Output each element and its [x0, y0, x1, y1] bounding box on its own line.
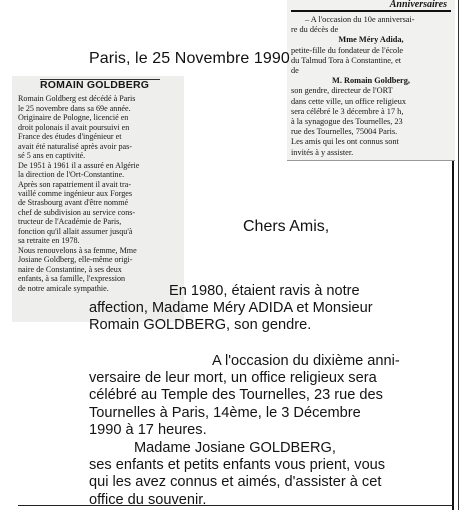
obituary-line: sa retraite en 1978.	[18, 236, 80, 246]
anniversary-line: rue des Tournelles, 75004 Paris.	[291, 127, 398, 137]
anniversary-line: son gendre, directeur de l'ORT	[291, 86, 393, 96]
letter-date: Paris, le 25 Novembre 1990	[89, 50, 290, 67]
letter-paragraph-1	[89, 283, 373, 335]
letter-paragraph-2	[89, 353, 400, 439]
anniversary-name: M. Romain Goldberg,	[332, 76, 410, 86]
obituary-line: sé 5 ans en captivité.	[18, 151, 86, 161]
letter-line: Madame Josiane GOLDBERG,	[134, 440, 336, 456]
obituary-line: le 25 novembre dans sa 69e année.	[18, 103, 131, 113]
letter-line: A l'occasion du dixième anni-	[212, 353, 400, 369]
anniversary-header: Anniversaires	[291, 0, 451, 12]
letter-line: Romain GOLDBERG, son gendre.	[89, 317, 312, 334]
obituary-line: Après son rapatriement il avait tra-	[18, 179, 132, 189]
anniversary-line: invités à y assister.	[291, 147, 354, 157]
anniversary-line: de	[291, 66, 299, 76]
obituary-line: De 1951 à 1961 il a assuré en Algérie	[18, 160, 140, 170]
anniversary-name: Mme Méry Adida,	[338, 35, 404, 45]
letter-line: Tournelles à Paris, 14ème, le 3 Décembre	[89, 404, 361, 421]
obituary-line: Originaire de Pologne, licencié en	[18, 113, 129, 123]
anniversary-clipping	[287, 0, 455, 161]
obituary-line: de Strasbourg avant d'être nommé	[18, 198, 129, 208]
obituary-line: chef de subdivision au service cons-	[18, 207, 136, 217]
anniversary-line: dans cette ville, un office religieux	[291, 96, 407, 106]
letter-line: célébré au Temple des Tournelles, 23 rue des	[89, 387, 383, 404]
anniversary-line: re du décès de	[291, 25, 339, 35]
anniversary-line: – A l'occasion du 10e anniversai-	[305, 15, 415, 24]
obituary-line: Josiane Goldberg, elle-même origi-	[18, 255, 133, 265]
anniversary-line: sera célébré le 3 décembre à 17 h,	[291, 106, 404, 116]
anniversary-line: du Talmud Tora à Constantine, et	[291, 55, 402, 65]
obituary-line: droit polonais il avait poursuivi en	[18, 122, 130, 132]
letter-line: versaire de leur mort, un office religieux sera	[89, 370, 377, 387]
obituary-body	[12, 94, 184, 293]
obituary-line: de notre amicale sympathie.	[18, 283, 109, 293]
letter-line: qui les avez connus et aimés, d'assister à cet	[89, 474, 382, 491]
anniversary-line: Les amis qui les ont connus sont	[291, 137, 399, 147]
obituary-line: la direction de l'Ort-Constantine.	[18, 170, 125, 180]
letter-greeting: Chers Amis,	[243, 218, 330, 235]
letter-line: 1990 à 17 heures.	[89, 421, 207, 438]
letter-paragraph-3	[89, 440, 385, 509]
obituary-line: vaillé comme ingénieur aux Forges	[18, 188, 133, 198]
obituary-line: Nous renouvelons à sa femme, Mme	[18, 245, 137, 255]
letter-line: En 1980, étaient ravis à notre	[169, 283, 360, 299]
letter-line: office du souvenir.	[89, 491, 207, 508]
obituary-line: France des études d'ingénieur et	[18, 132, 122, 142]
obituary-title: ROMAIN GOLDBERG	[40, 79, 160, 90]
obituary-line: avait été naturalisé après avoir pas-	[18, 141, 132, 151]
obituary-line: naire de Constantine, à ses deux	[18, 264, 122, 274]
obituary-line: enfants, à sa famille, l'expression	[18, 274, 126, 284]
obituary-line: Romain Goldberg est décédé à Paris	[18, 94, 136, 104]
obituary-line: tructeur de l'Académie de Paris,	[18, 217, 122, 227]
letter-line: affection, Madame Méry ADIDA et Monsieur	[89, 300, 373, 317]
anniversary-line: petite-fille du fondateur de l'école	[291, 45, 404, 55]
obituary-line: fonction qu'il allait assumer jusqu'à	[18, 226, 133, 236]
anniversary-line: à la synagogue des Tournelles, 23	[291, 117, 403, 127]
letter-line: ses enfants et petits enfants vous prient, vous	[89, 457, 386, 474]
